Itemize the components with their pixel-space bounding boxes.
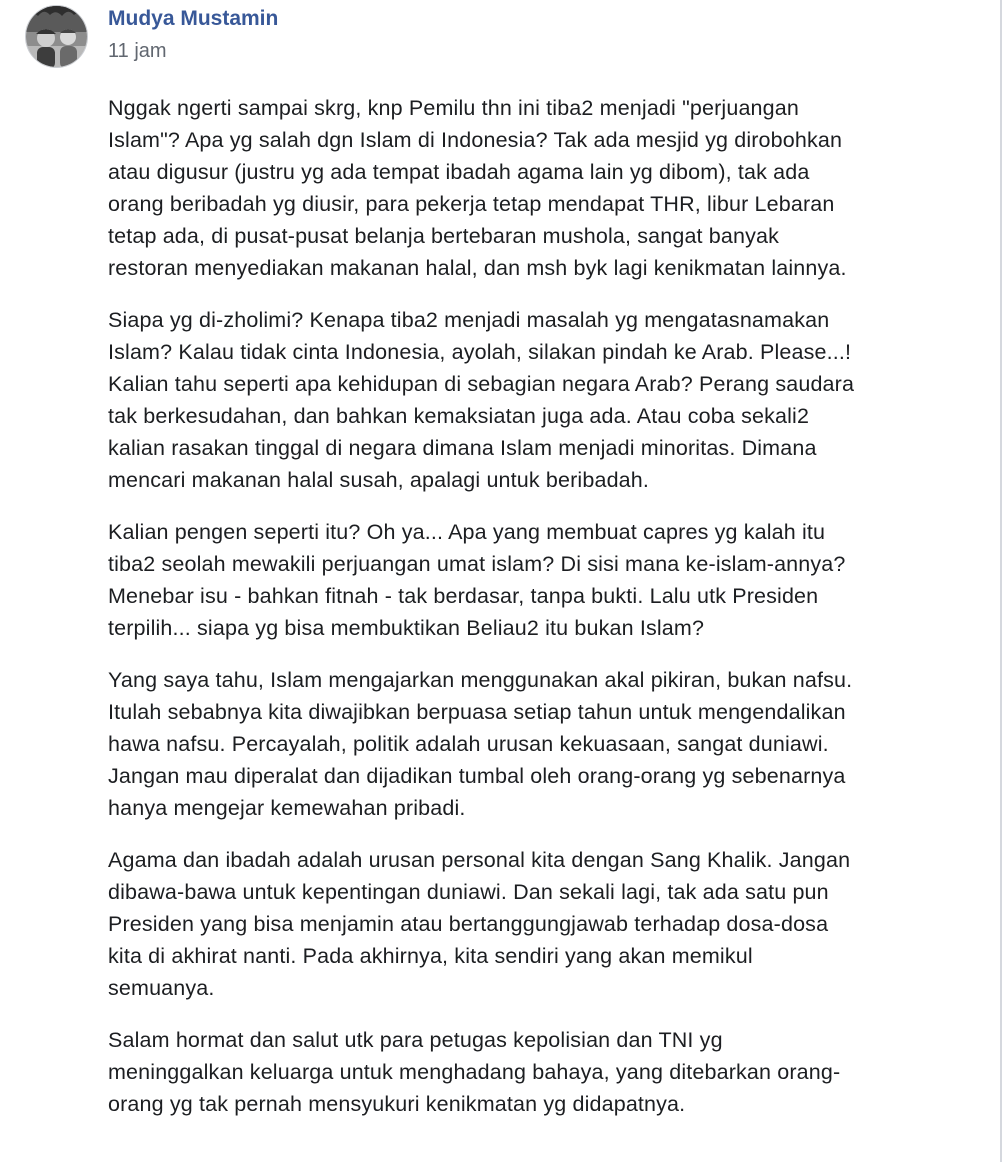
post-text-line: kalian rasakan tinggal di negara dimana Islam menjadi minoritas. Dimana: [108, 436, 817, 460]
post-text-line: hawa nafsu. Percayalah, politik adalah urusan kekuasaan, sangat duniawi.: [108, 732, 829, 756]
post-text-line: hanya mengejar kemewahan pribadi.: [108, 796, 466, 820]
post-text-line: Menebar isu - bahkan fitnah - tak berdasar, tanpa bukti. Lalu utk Presiden: [108, 584, 819, 608]
post-text-line: Jangan mau diperalat dan dijadikan tumbal oleh orang-orang yg sebenarnya: [108, 764, 846, 788]
post-text-line: Islam? Kalau tidak cinta Indonesia, ayolah, silakan pindah ke Arab. Please...!: [108, 340, 852, 364]
post-text-line: Yang saya tahu, Islam mengajarkan menggunakan akal pikiran, bukan nafsu.: [108, 668, 853, 692]
post-text-line: Itulah sebabnya kita diwajibkan berpuasa setiap tahun untuk mengendalikan: [108, 700, 846, 724]
post-text-line: orang yg tak pernah mensyukuri kenikmatan yg didapatnya.: [108, 1092, 686, 1116]
post-header: [108, 6, 278, 64]
post-text-line: orang beribadah yg diusir, para pekerja tetap mendapat THR, libur Lebaran: [108, 192, 835, 216]
post-paragraph: [108, 516, 978, 644]
post-paragraph: [108, 664, 978, 824]
post-text-line: kita di akhirat nanti. Pada akhirnya, kita sendiri yang akan memikul: [108, 944, 753, 968]
post-text-line: Islam"? Apa yg salah dgn Islam di Indonesia? Tak ada mesjid yg dirobohkan: [108, 128, 843, 152]
post-paragraph: [108, 844, 978, 1004]
post-text-line: meninggalkan keluarga untuk menghadang bahaya, yang ditebarkan orang-: [108, 1060, 841, 1084]
avatar[interactable]: [25, 5, 88, 68]
post-text-line: Nggak ngerti sampai skrg, knp Pemilu thn ini tiba2 menjadi "perjuangan: [108, 96, 799, 120]
post-text-line: Siapa yg di-zholimi? Kenapa tiba2 menjadi masalah yg mengatasnamakan: [108, 308, 830, 332]
author-name[interactable]: Mudya Mustamin: [108, 7, 279, 30]
post-text-line: Presiden yang bisa menjamin atau bertanggungjawab terhadap dosa-dosa: [108, 912, 829, 936]
post-text-line: tak berkesudahan, dan bahkan kemaksiatan juga ada. Atau coba sekali2: [108, 404, 810, 428]
post-body: [108, 92, 978, 1140]
post-text-line: tetap ada, di pusat-pusat belanja bertebaran mushola, sangat banyak: [108, 224, 780, 248]
post-timestamp[interactable]: 11 jam: [108, 40, 167, 62]
post-text-line: mencari makanan halal susah, apalagi untuk beribadah.: [108, 468, 650, 492]
post-text-line: Agama dan ibadah adalah urusan personal kita dengan Sang Khalik. Jangan: [108, 848, 851, 872]
post-text-line: semuanya.: [108, 976, 215, 1000]
post-text-line: atau digusur (justru yg ada tempat ibadah agama lain yg dibom), tak ada: [108, 160, 810, 184]
post-text-line: dibawa-bawa untuk kepentingan duniawi. Dan sekali lagi, tak ada satu pun: [108, 880, 829, 904]
post-text-line: restoran menyediakan makanan halal, dan msh byk lagi kenikmatan lainnya.: [108, 256, 847, 280]
post-paragraph: [108, 1024, 978, 1120]
post-text-line: Kalian tahu seperti apa kehidupan di sebagian negara Arab? Perang saudara: [108, 372, 855, 396]
post-paragraph: [108, 304, 978, 496]
post-paragraph: [108, 92, 978, 284]
avatar-photo-icon: [26, 6, 88, 68]
post-text-line: terpilih... siapa yg bisa membuktikan Beliau2 itu bukan Islam?: [108, 616, 705, 640]
post-text-line: tiba2 seolah mewakili perjuangan umat islam? Di sisi mana ke-islam-annya?: [108, 552, 846, 576]
post-text-line: Salam hormat dan salut utk para petugas kepolisian dan TNI yg: [108, 1028, 723, 1052]
post-text-line: Kalian pengen seperti itu? Oh ya... Apa yang membuat capres yg kalah itu: [108, 520, 826, 544]
